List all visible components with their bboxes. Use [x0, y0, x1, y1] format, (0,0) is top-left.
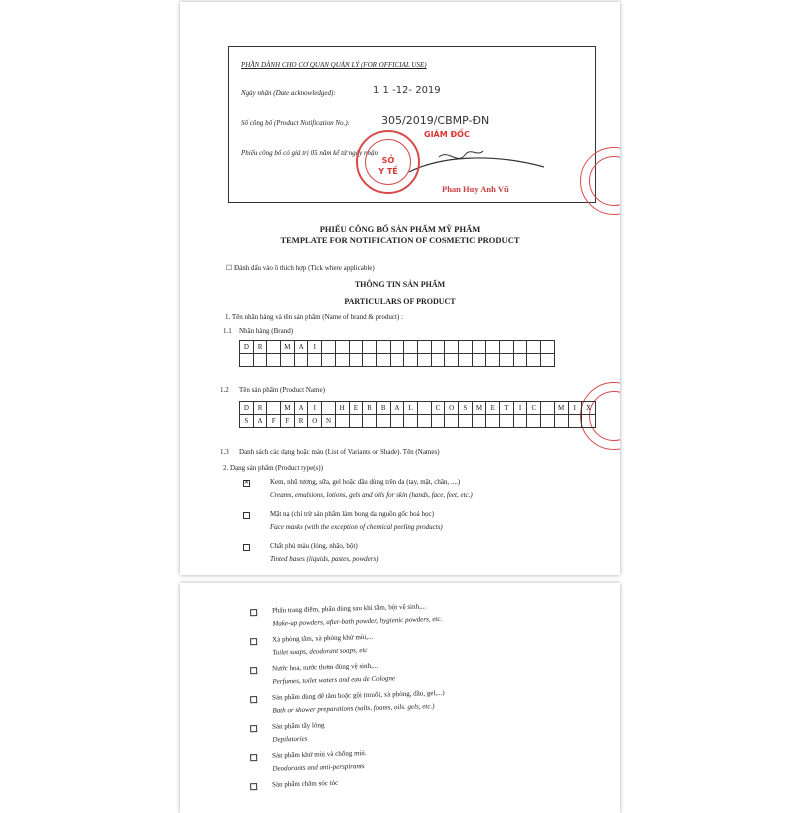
product-type-checkbox[interactable]	[250, 696, 257, 703]
grid-cell	[472, 341, 486, 354]
grid-cell: A	[294, 402, 308, 415]
product-type-checkbox[interactable]	[250, 783, 257, 790]
stamp-line2: Y TẾ	[378, 167, 398, 176]
product-type-label-en: Toilet soaps, deodorant soaps, etc	[272, 646, 368, 657]
product-type-label-en: Deodorants and anti-perspirants	[272, 762, 365, 773]
grid-cell	[253, 354, 267, 367]
grid-row	[240, 402, 596, 415]
form-page-2	[180, 583, 620, 813]
grid-cell: S	[459, 402, 473, 415]
form-page-1	[180, 2, 620, 575]
product-type-label-vi: Kem, nhũ tương, sữa, gel hoặc dầu dùng trên da (tay, mặt, chân, ....)	[270, 478, 461, 486]
number-label: Số công bố (Product Notification No.):	[241, 119, 351, 127]
grid-cell	[472, 354, 486, 367]
grid-cell: D	[240, 402, 254, 415]
grid-cell	[335, 354, 349, 367]
product-type-checkbox[interactable]	[250, 754, 257, 761]
grid-cell	[363, 341, 377, 354]
grid-cell	[376, 354, 390, 367]
grid-cell: I	[308, 341, 322, 354]
grid-cell	[500, 415, 514, 428]
product-type-checkbox[interactable]	[250, 609, 257, 616]
item-2: 2. Dạng sản phẩm (Product type(s))	[223, 464, 323, 472]
grid-cell: R	[294, 415, 308, 428]
grid-cell	[527, 341, 541, 354]
item-1-1-label: Nhãn hàng (Brand)	[239, 327, 294, 335]
grid-cell	[459, 341, 473, 354]
grid-cell	[541, 341, 555, 354]
date-label: Ngày nhận (Date acknowledged):	[241, 89, 336, 97]
grid-cell: A	[390, 402, 404, 415]
grid-cell: A	[253, 415, 267, 428]
grid-cell: H	[335, 402, 349, 415]
official-header: PHẦN DÀNH CHO CƠ QUAN QUẢN LÝ (FOR OFFICIAL USE)	[241, 61, 427, 69]
grid-cell	[308, 354, 322, 367]
grid-cell	[417, 354, 431, 367]
grid-cell	[404, 341, 418, 354]
grid-cell: E	[486, 402, 500, 415]
date-value: 1 1 -12- 2019	[373, 85, 441, 96]
grid-cell	[281, 354, 295, 367]
grid-cell	[322, 402, 336, 415]
stamp-line1: SỞ	[381, 156, 395, 165]
grid-cell	[376, 341, 390, 354]
grid-cell	[459, 354, 473, 367]
item-1-2-label: Tên sản phẩm (Product Name)	[239, 386, 325, 394]
grid-cell	[541, 415, 555, 428]
grid-cell	[335, 341, 349, 354]
item-1: 1. Tên nhãn hàng và tên sản phẩm (Name of brand & product) :	[225, 313, 403, 321]
grid-cell	[486, 415, 500, 428]
grid-cell: E	[349, 402, 363, 415]
grid-cell	[240, 354, 254, 367]
grid-cell	[431, 354, 445, 367]
product-type-label-vi: Chất phủ màu (lỏng, nhão, bột)	[270, 542, 358, 550]
product-type-label-vi: Mặt nạ (chỉ trừ sản phẩm làm bong da nguồn gốc hoá học)	[270, 510, 434, 518]
grid-cell	[267, 402, 281, 415]
item-1-1-number: 1.1	[223, 327, 232, 335]
product-type-checkbox[interactable]	[243, 544, 250, 551]
grid-cell: F	[281, 415, 295, 428]
grid-cell	[267, 354, 281, 367]
grid-cell	[390, 354, 404, 367]
grid-row	[240, 354, 555, 367]
section-vi: THÔNG TIN SẢN PHẨM	[354, 280, 446, 289]
grid-cell	[322, 341, 336, 354]
grid-cell	[568, 415, 582, 428]
product-type-checkbox[interactable]	[250, 725, 257, 732]
grid-cell: R	[253, 402, 267, 415]
product-type-label-en: Tinted bases (liquids, pastes, powders)	[270, 555, 379, 563]
grid-cell: R	[253, 341, 267, 354]
notification-number: 305/2019/CBMP-ĐN	[381, 114, 490, 127]
item-1-2-number: 1.2	[220, 386, 229, 394]
grid-cell	[363, 415, 377, 428]
product-type-checkbox[interactable]	[243, 512, 250, 519]
title-en: TEMPLATE FOR NOTIFICATION OF COSMETIC PRODUCT	[280, 235, 520, 245]
tick-note: ☐ Đánh dấu vào ô thích hợp (Tick where applicable)	[226, 264, 375, 272]
grid-cell	[541, 402, 555, 415]
grid-cell	[349, 415, 363, 428]
product-type-label-vi: Sản phẩm khử mùi và chống mùi.	[271, 749, 367, 760]
product-type-label-en: Bath or shower preparations (salts, foams, oils. gels, etc.)	[272, 702, 435, 715]
grid-cell	[417, 415, 431, 428]
grid-cell	[363, 354, 377, 367]
grid-cell	[582, 415, 596, 428]
grid-cell	[527, 415, 541, 428]
product-type-label-en: Make-up powders, after-bath powder, hygienic powders, etc.	[272, 614, 443, 628]
grid-cell: A	[294, 341, 308, 354]
product-type-label-en: Depilatories	[272, 734, 308, 744]
grid-cell	[335, 415, 349, 428]
grid-cell: C	[431, 402, 445, 415]
grid-cell: O	[308, 415, 322, 428]
grid-cell: T	[500, 402, 514, 415]
grid-cell: C	[527, 402, 541, 415]
product-type-label-en: Face masks (with the exception of chemical peeling products)	[270, 523, 443, 531]
grid-cell	[554, 415, 568, 428]
grid-row	[240, 415, 596, 428]
grid-cell	[294, 354, 308, 367]
item-1-3-number: 1.3	[220, 448, 229, 456]
title-vi: PHIẾU CÔNG BỐ SẢN PHẨM MỸ PHẨM	[319, 224, 481, 234]
grid-row	[240, 341, 555, 354]
grid-cell: D	[240, 341, 254, 354]
section-en: PARTICULARS OF PRODUCT	[344, 297, 456, 306]
grid-cell	[390, 415, 404, 428]
product-type-label-vi: Sản phẩm dùng để tắm hoặc gội (muối, xà phòng, dầu, gel,...)	[271, 688, 445, 702]
grid-cell	[513, 354, 527, 367]
grid-cell	[513, 341, 527, 354]
grid-cell	[431, 415, 445, 428]
grid-cell: M	[554, 402, 568, 415]
grid-cell	[445, 341, 459, 354]
grid-cell	[445, 354, 459, 367]
grid-cell: I	[308, 402, 322, 415]
validity-label: Phiếu công bố có giá trị 05 năm kể từ ngày nhận	[241, 149, 378, 157]
product-type-label-en: Creams, emulsions, lotions, gels and oils for skin (hands, face, feet, etc.)	[270, 491, 473, 499]
product-type-label-en: Perfumes, toilet waters and eau de Cologne	[272, 674, 396, 686]
grid-cell	[445, 415, 459, 428]
grid-cell	[527, 354, 541, 367]
item-1-3-label: Danh sách các dạng hoặc màu (List of Variants or Shade). Tên (Names)	[239, 448, 440, 456]
grid-cell	[500, 354, 514, 367]
grid-cell	[349, 341, 363, 354]
director-title: GIÁM ĐỐC	[424, 130, 470, 139]
grid-cell	[513, 415, 527, 428]
grid-cell	[376, 415, 390, 428]
product-type-checkbox[interactable]: ✕	[244, 480, 250, 486]
grid-cell	[431, 341, 445, 354]
grid-cell	[541, 354, 555, 367]
product-type-label-vi: Phấn trang điểm, phấn dùng sau khi tắm, bột vệ sinh,...	[271, 602, 427, 615]
grid-cell: B	[376, 402, 390, 415]
grid-cell: M	[281, 341, 295, 354]
grid-cell	[349, 354, 363, 367]
grid-cell	[486, 341, 500, 354]
grid-cell	[472, 415, 486, 428]
grid-cell: S	[240, 415, 254, 428]
grid-cell	[267, 341, 281, 354]
grid-cell	[390, 341, 404, 354]
grid-cell: R	[363, 402, 377, 415]
grid-cell	[404, 354, 418, 367]
grid-cell: I	[513, 402, 527, 415]
product-type-label-vi: Sản phẩm tẩy lông	[271, 721, 325, 731]
grid-cell: O	[445, 402, 459, 415]
grid-cell: X	[582, 402, 596, 415]
grid-cell	[322, 354, 336, 367]
grid-cell	[500, 341, 514, 354]
grid-cell	[404, 415, 418, 428]
grid-cell	[486, 354, 500, 367]
product-type-label-vi: Nước hoa, nước thơm dùng vệ sinh,...	[271, 661, 379, 673]
official-stamp	[356, 130, 420, 194]
grid-cell: N	[322, 415, 336, 428]
grid-cell: I	[568, 402, 582, 415]
product-type-checkbox[interactable]	[250, 667, 257, 674]
grid-cell	[459, 415, 473, 428]
grid-cell: M	[472, 402, 486, 415]
grid-cell: F	[267, 415, 281, 428]
grid-cell: M	[281, 402, 295, 415]
grid-cell	[417, 341, 431, 354]
grid-cell	[417, 402, 431, 415]
grid-cell: L	[404, 402, 418, 415]
brand-grid	[239, 340, 555, 367]
product-type-label-vi: Xà phòng tắm, xà phòng khử mùi,...	[271, 632, 374, 644]
product-name-grid	[239, 401, 596, 428]
director-name: Phan Huy Anh Vũ	[442, 184, 509, 194]
product-type-label-vi: Sản phẩm chăm sóc tóc	[271, 778, 339, 789]
product-type-checkbox[interactable]	[250, 638, 257, 645]
